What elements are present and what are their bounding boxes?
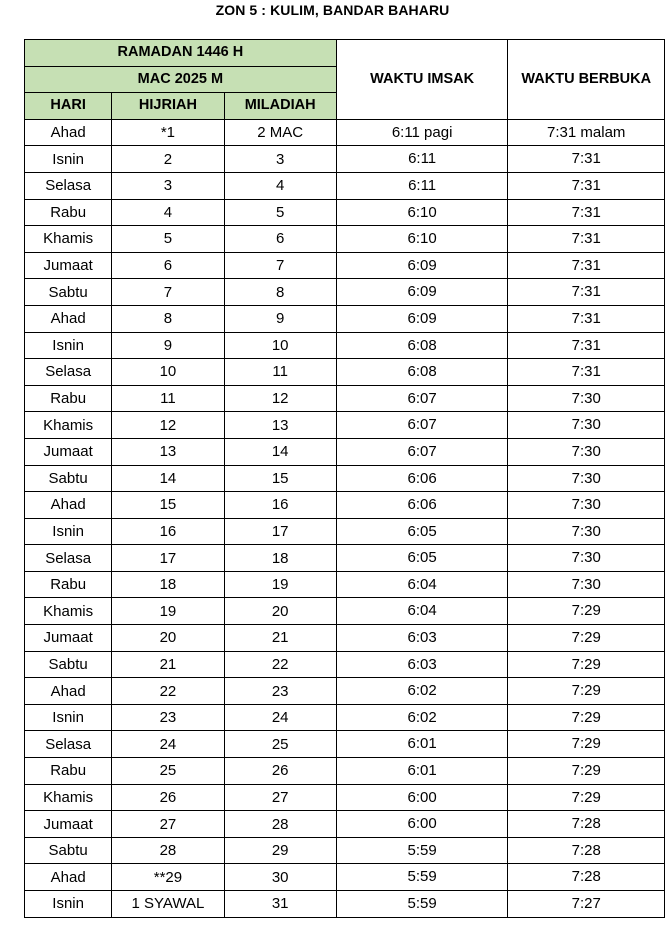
cell-miladiah: 7 bbox=[224, 252, 336, 279]
cell-imsak: 6:05 bbox=[336, 545, 508, 572]
cell-berbuka: 7:31 bbox=[508, 226, 665, 253]
cell-hijriah: 1 SYAWAL bbox=[112, 891, 224, 918]
schedule-table bbox=[24, 39, 665, 918]
cell-imsak: 6:02 bbox=[336, 704, 508, 731]
cell-hari: Selasa bbox=[25, 359, 112, 386]
table-row bbox=[25, 571, 665, 598]
table-row bbox=[25, 146, 665, 173]
cell-imsak: 6:03 bbox=[336, 625, 508, 652]
cell-hari: Khamis bbox=[25, 226, 112, 253]
cell-berbuka: 7:30 bbox=[508, 518, 665, 545]
cell-hari: Jumaat bbox=[25, 811, 112, 838]
cell-berbuka: 7:29 bbox=[508, 678, 665, 705]
cell-hijriah: 3 bbox=[112, 172, 224, 199]
table-body bbox=[25, 119, 665, 917]
table-row bbox=[25, 837, 665, 864]
table-row bbox=[25, 412, 665, 439]
table-row bbox=[25, 492, 665, 519]
cell-hijriah: 13 bbox=[112, 438, 224, 465]
cell-hari: Isnin bbox=[25, 518, 112, 545]
cell-hijriah: 5 bbox=[112, 226, 224, 253]
cell-hari: Sabtu bbox=[25, 465, 112, 492]
cell-berbuka: 7:29 bbox=[508, 625, 665, 652]
cell-hijriah: 17 bbox=[112, 545, 224, 572]
cell-berbuka: 7:31 bbox=[508, 146, 665, 173]
cell-imsak: 6:07 bbox=[336, 385, 508, 412]
table-row bbox=[25, 758, 665, 785]
table-row bbox=[25, 119, 665, 146]
cell-hari: Selasa bbox=[25, 731, 112, 758]
cell-imsak: 6:07 bbox=[336, 412, 508, 439]
cell-miladiah: 13 bbox=[224, 412, 336, 439]
cell-imsak: 6:08 bbox=[336, 332, 508, 359]
cell-hijriah: **29 bbox=[112, 864, 224, 891]
cell-hijriah: *1 bbox=[112, 119, 224, 146]
cell-hijriah: 19 bbox=[112, 598, 224, 625]
cell-imsak: 6:06 bbox=[336, 492, 508, 519]
cell-miladiah: 19 bbox=[224, 571, 336, 598]
cell-imsak: 6:08 bbox=[336, 359, 508, 386]
cell-miladiah: 25 bbox=[224, 731, 336, 758]
cell-imsak: 6:09 bbox=[336, 305, 508, 332]
cell-miladiah: 22 bbox=[224, 651, 336, 678]
cell-berbuka: 7:30 bbox=[508, 412, 665, 439]
cell-berbuka: 7:28 bbox=[508, 837, 665, 864]
cell-berbuka: 7:29 bbox=[508, 758, 665, 785]
cell-imsak: 6:01 bbox=[336, 731, 508, 758]
cell-hijriah: 8 bbox=[112, 305, 224, 332]
cell-miladiah: 28 bbox=[224, 811, 336, 838]
cell-hijriah: 7 bbox=[112, 279, 224, 306]
cell-hijriah: 28 bbox=[112, 837, 224, 864]
cell-imsak: 6:05 bbox=[336, 518, 508, 545]
table-row bbox=[25, 891, 665, 918]
cell-berbuka: 7:29 bbox=[508, 731, 665, 758]
cell-hijriah: 16 bbox=[112, 518, 224, 545]
cell-berbuka: 7:29 bbox=[508, 598, 665, 625]
cell-miladiah: 9 bbox=[224, 305, 336, 332]
cell-miladiah: 21 bbox=[224, 625, 336, 652]
table-row bbox=[25, 811, 665, 838]
cell-miladiah: 12 bbox=[224, 385, 336, 412]
table-row bbox=[25, 252, 665, 279]
table-row bbox=[25, 385, 665, 412]
cell-hari: Rabu bbox=[25, 758, 112, 785]
cell-imsak: 5:59 bbox=[336, 837, 508, 864]
table-row bbox=[25, 784, 665, 811]
cell-miladiah: 14 bbox=[224, 438, 336, 465]
cell-hari: Selasa bbox=[25, 545, 112, 572]
table-row bbox=[25, 704, 665, 731]
cell-hijriah: 21 bbox=[112, 651, 224, 678]
cell-miladiah: 6 bbox=[224, 226, 336, 253]
cell-hijriah: 14 bbox=[112, 465, 224, 492]
cell-miladiah: 30 bbox=[224, 864, 336, 891]
cell-berbuka: 7:29 bbox=[508, 784, 665, 811]
cell-hijriah: 25 bbox=[112, 758, 224, 785]
cell-berbuka: 7:29 bbox=[508, 651, 665, 678]
cell-hijriah: 2 bbox=[112, 146, 224, 173]
cell-imsak: 5:59 bbox=[336, 864, 508, 891]
table-row bbox=[25, 199, 665, 226]
cell-miladiah: 15 bbox=[224, 465, 336, 492]
cell-imsak: 6:02 bbox=[336, 678, 508, 705]
table-row bbox=[25, 172, 665, 199]
table-row bbox=[25, 332, 665, 359]
cell-hari: Khamis bbox=[25, 784, 112, 811]
cell-imsak: 6:04 bbox=[336, 571, 508, 598]
cell-hijriah: 26 bbox=[112, 784, 224, 811]
table-row bbox=[25, 598, 665, 625]
cell-hari: Ahad bbox=[25, 119, 112, 146]
cell-imsak: 6:00 bbox=[336, 811, 508, 838]
cell-imsak: 6:00 bbox=[336, 784, 508, 811]
cell-imsak: 6:04 bbox=[336, 598, 508, 625]
cell-hari: Isnin bbox=[25, 704, 112, 731]
cell-hari: Sabtu bbox=[25, 651, 112, 678]
table-row bbox=[25, 438, 665, 465]
cell-hijriah: 18 bbox=[112, 571, 224, 598]
cell-hari: Sabtu bbox=[25, 837, 112, 864]
table-row bbox=[25, 864, 665, 891]
cell-hari: Isnin bbox=[25, 146, 112, 173]
cell-hari: Ahad bbox=[25, 305, 112, 332]
cell-imsak: 6:11 pagi bbox=[336, 119, 508, 146]
cell-imsak: 6:11 bbox=[336, 172, 508, 199]
cell-berbuka: 7:31 bbox=[508, 359, 665, 386]
cell-imsak: 6:01 bbox=[336, 758, 508, 785]
header-waktu-imsak: WAKTU IMSAK bbox=[336, 40, 508, 120]
cell-miladiah: 16 bbox=[224, 492, 336, 519]
cell-hari: Ahad bbox=[25, 864, 112, 891]
cell-hari: Rabu bbox=[25, 385, 112, 412]
cell-hijriah: 15 bbox=[112, 492, 224, 519]
cell-hijriah: 6 bbox=[112, 252, 224, 279]
table-row bbox=[25, 465, 665, 492]
cell-imsak: 6:03 bbox=[336, 651, 508, 678]
cell-hari: Jumaat bbox=[25, 438, 112, 465]
cell-hijriah: 22 bbox=[112, 678, 224, 705]
header-hijriah: HIJRIAH bbox=[112, 93, 224, 120]
table-row bbox=[25, 545, 665, 572]
cell-berbuka: 7:30 bbox=[508, 465, 665, 492]
cell-berbuka: 7:31 bbox=[508, 279, 665, 306]
table-row bbox=[25, 359, 665, 386]
cell-hari: Isnin bbox=[25, 891, 112, 918]
cell-miladiah: 11 bbox=[224, 359, 336, 386]
cell-miladiah: 24 bbox=[224, 704, 336, 731]
cell-hijriah: 4 bbox=[112, 199, 224, 226]
cell-hari: Selasa bbox=[25, 172, 112, 199]
table-row bbox=[25, 226, 665, 253]
cell-miladiah: 8 bbox=[224, 279, 336, 306]
cell-imsak: 6:09 bbox=[336, 252, 508, 279]
table-row bbox=[25, 651, 665, 678]
cell-imsak: 6:11 bbox=[336, 146, 508, 173]
cell-hijriah: 20 bbox=[112, 625, 224, 652]
cell-hari: Rabu bbox=[25, 571, 112, 598]
cell-berbuka: 7:30 bbox=[508, 385, 665, 412]
cell-berbuka: 7:29 bbox=[508, 704, 665, 731]
cell-hijriah: 23 bbox=[112, 704, 224, 731]
cell-miladiah: 3 bbox=[224, 146, 336, 173]
cell-hari: Isnin bbox=[25, 332, 112, 359]
cell-hari: Jumaat bbox=[25, 625, 112, 652]
cell-hari: Ahad bbox=[25, 678, 112, 705]
cell-miladiah: 31 bbox=[224, 891, 336, 918]
cell-berbuka: 7:30 bbox=[508, 438, 665, 465]
cell-miladiah: 10 bbox=[224, 332, 336, 359]
cell-miladiah: 4 bbox=[224, 172, 336, 199]
cell-hari: Sabtu bbox=[25, 279, 112, 306]
cell-hijriah: 27 bbox=[112, 811, 224, 838]
cell-miladiah: 29 bbox=[224, 837, 336, 864]
cell-berbuka: 7:31 bbox=[508, 252, 665, 279]
cell-berbuka: 7:28 bbox=[508, 864, 665, 891]
table-row bbox=[25, 518, 665, 545]
cell-imsak: 6:10 bbox=[336, 199, 508, 226]
cell-berbuka: 7:28 bbox=[508, 811, 665, 838]
cell-hari: Jumaat bbox=[25, 252, 112, 279]
cell-hijriah: 10 bbox=[112, 359, 224, 386]
header-hari: HARI bbox=[25, 93, 112, 120]
cell-miladiah: 17 bbox=[224, 518, 336, 545]
header-waktu-berbuka: WAKTU BERBUKA bbox=[508, 40, 665, 120]
cell-berbuka: 7:30 bbox=[508, 571, 665, 598]
cell-berbuka: 7:31 bbox=[508, 199, 665, 226]
cell-miladiah: 18 bbox=[224, 545, 336, 572]
cell-hijriah: 9 bbox=[112, 332, 224, 359]
cell-imsak: 5:59 bbox=[336, 891, 508, 918]
header-miladiah: MILADIAH bbox=[224, 93, 336, 120]
page-title: ZON 5 : KULIM, BANDAR BAHARU bbox=[215, 2, 450, 18]
cell-berbuka: 7:27 bbox=[508, 891, 665, 918]
cell-miladiah: 27 bbox=[224, 784, 336, 811]
table-row bbox=[25, 731, 665, 758]
cell-berbuka: 7:31 bbox=[508, 305, 665, 332]
cell-hari: Khamis bbox=[25, 598, 112, 625]
table-header bbox=[25, 40, 665, 120]
cell-berbuka: 7:31 malam bbox=[508, 119, 665, 146]
table-row bbox=[25, 279, 665, 306]
cell-hari: Ahad bbox=[25, 492, 112, 519]
cell-hijriah: 11 bbox=[112, 385, 224, 412]
cell-berbuka: 7:31 bbox=[508, 172, 665, 199]
cell-miladiah: 5 bbox=[224, 199, 336, 226]
cell-berbuka: 7:31 bbox=[508, 332, 665, 359]
cell-miladiah: 26 bbox=[224, 758, 336, 785]
cell-hari: Rabu bbox=[25, 199, 112, 226]
table-row bbox=[25, 678, 665, 705]
cell-hijriah: 24 bbox=[112, 731, 224, 758]
header-ramadan: RAMADAN 1446 H bbox=[25, 40, 337, 67]
cell-imsak: 6:07 bbox=[336, 438, 508, 465]
header-mac: MAC 2025 M bbox=[25, 66, 337, 93]
cell-berbuka: 7:30 bbox=[508, 545, 665, 572]
cell-hijriah: 12 bbox=[112, 412, 224, 439]
cell-miladiah: 20 bbox=[224, 598, 336, 625]
cell-hari: Khamis bbox=[25, 412, 112, 439]
table-row bbox=[25, 305, 665, 332]
cell-imsak: 6:06 bbox=[336, 465, 508, 492]
table-row bbox=[25, 625, 665, 652]
cell-berbuka: 7:30 bbox=[508, 492, 665, 519]
cell-miladiah: 2 MAC bbox=[224, 119, 336, 146]
cell-imsak: 6:10 bbox=[336, 226, 508, 253]
cell-imsak: 6:09 bbox=[336, 279, 508, 306]
cell-miladiah: 23 bbox=[224, 678, 336, 705]
